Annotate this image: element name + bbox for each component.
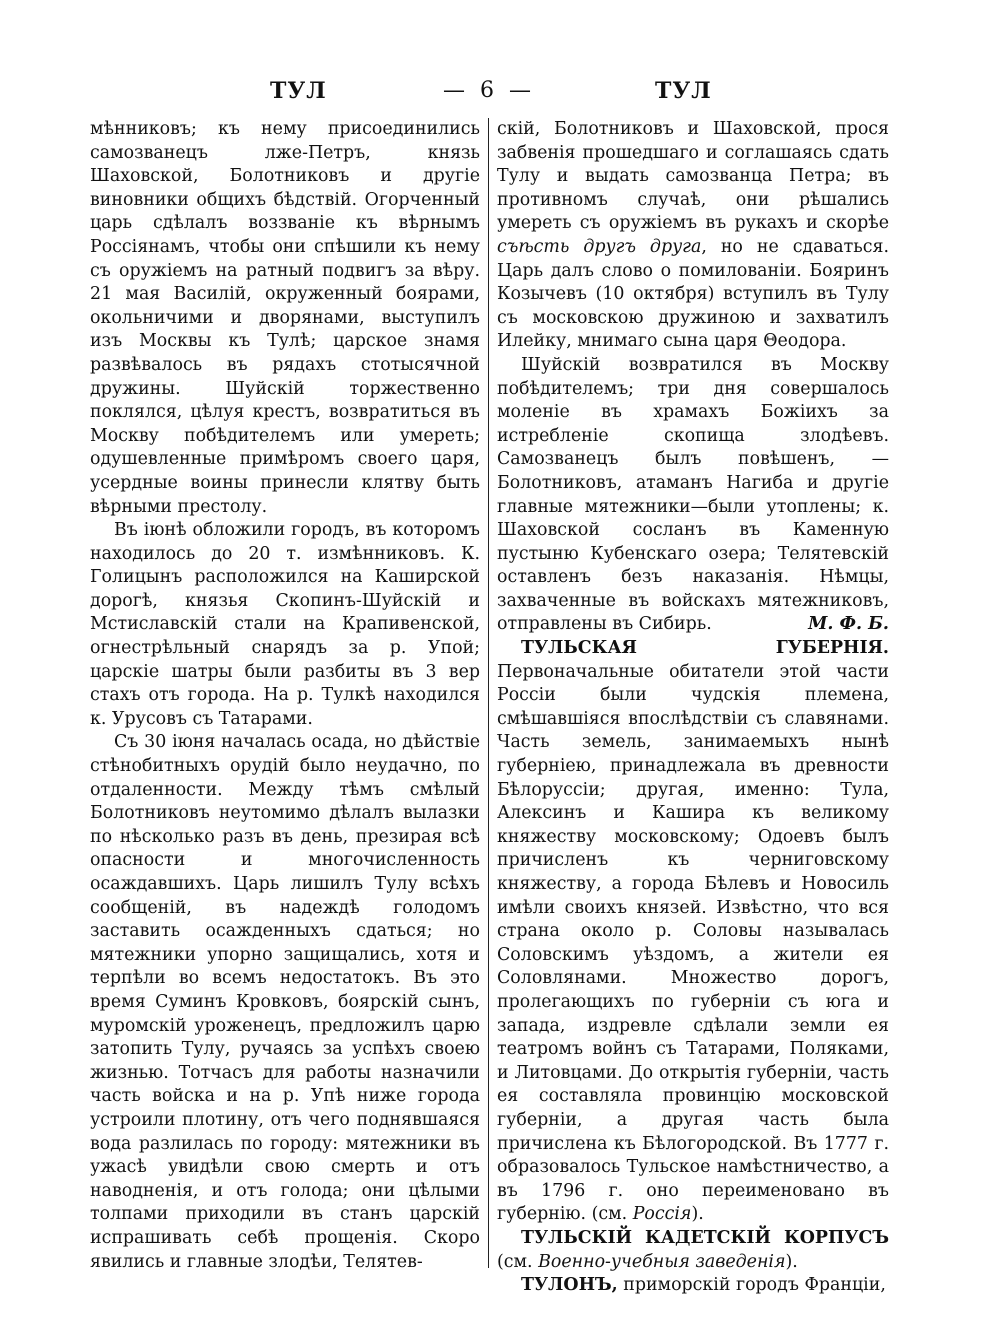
- header-right: ТУЛ: [655, 78, 712, 104]
- entry-toulon: [497, 1274, 889, 1298]
- entry-tula-governorate: [497, 637, 889, 1227]
- return-text: Шуйскій возвратился въ Москву побѣдителемъ; три дня совершалось моленіе въ храмахъ Божіихъ за истребленіе скопища злодѣевъ. Самозванецъ былъ повѣшенъ, — Болотниковъ, атаманъ Нагиба и другіе главные мятежники—были утоплены; к. Шаховской сосланъ въ Каменную пустыню Кубенскаго озера; Телятевскій оставленъ безъ наказанія. Нѣмцы, захваченные въ войскахъ мятежниковъ, отправлены въ Сибирь.: [497, 354, 889, 635]
- crossref-military-schools: Военно-учебныя заведенія: [538, 1251, 786, 1272]
- paragraph-surrender: [497, 118, 889, 354]
- cadet-close: ).: [785, 1251, 798, 1272]
- paragraph-moscow-army: мѣнниковъ; къ нему присоединились самозванецъ лже-Петръ, князь Шаховской, Болотниковъ и другіе виновники общихъ бѣдствій. Огорченный царь сдѣлалъ воззваніе къ вѣрнымъ Россіянамъ, чтобы они спѣшили къ нему съ оружіемъ на ратный подвигъ за вѣру. 21 мая Василій, окруженный боярами, окольничими и дворянами, выступилъ изъ Москвы къ Тулѣ; царское знамя развѣвалось въ рядахъ стотысячной дружины. Шуйскій торжественно поклялся, цѣлуя крестъ, возвратиться въ Москву побѣдителемъ или умереть; одушевленные примѣромъ своего царя, усердные воины принесли клятву быть вѣрными престолу.: [90, 119, 480, 517]
- right-column: [497, 118, 889, 1298]
- left-column: [90, 118, 480, 1274]
- surrender-text: скій, Болотниковъ и Шаховской, прося забвенія прошедшаго и соглашаясь сдать Тулу и выдать самозванца Петра; въ противномъ случаѣ, они рѣшались умереть съ оружіемъ въ рукахъ и скорѣе: [497, 119, 889, 234]
- crossref-russia: Россія: [632, 1204, 692, 1225]
- column-divider: [488, 118, 489, 1268]
- paragraph-siege-positions: Въ іюнѣ обложили городъ, въ которомъ находилось до 20 т. измѣнниковъ. К. Голицынъ расположился на Каширской дорогѣ, князья Скопинъ-Шуйскій и Мстиславскій стали на Крапивенской, огнестрѣльный снарядъ за р. Упой; царскіе шатры были разбиты въ 3 вер стахъ отъ города. На р. Тулкѣ находился к. Урусовъ съ Татарами.: [90, 520, 480, 729]
- entry-title-cadet-corps: ТУЛЬСКІЙ КАДЕТСКІЙ КОРПУСЪ: [521, 1227, 889, 1248]
- cadet-see: (см.: [497, 1251, 533, 1272]
- toulon-text: приморскій городъ Франціи,: [623, 1275, 886, 1296]
- paragraph-siege-flood: Съ 30 іюня началась осада, но дѣйствіе стѣнобитныхъ орудій было неудачно, по отдаленности. Между тѣмъ смѣлый Болотниковъ неутомимо дѣлалъ вылазки по нѣсколько разъ въ день, презирая всѣ опасности и многочисленность осаждавшихъ. Царь лишилъ Тулу всѣхъ сообщеній, въ надеждѣ голодомъ заставить осажденныхъ сдаться; но мятежники упорно защищались, хотя и терпѣли во всемъ недостатокъ. Въ это время Суминъ Кровковъ, боярскій сынъ, муромскій уроженецъ, предложилъ царю затопить Тулу, ручаясь за успѣхъ своею жизнью. Тотчасъ для работы назначили часть войска и на р. Упѣ ниже города устроили плотину, отъ чего поднявшаяся вода разлилась по городу: мятежники въ ужасѣ увидѣли свою смерть и отъ наводненія, и отъ голода; они цѣлыми толпами приходили въ станъ царскій испрашивать себѣ прощенія. Скоро явились и главные злодѣи, Телятев-: [90, 732, 480, 1272]
- entry-title-toulon: ТУЛОНЪ,: [521, 1275, 618, 1296]
- entry-title-governorate: ТУЛЬСКАЯ ГУБЕРНІЯ.: [521, 638, 889, 659]
- entry-cadet-corps: [497, 1227, 889, 1274]
- paragraph-return: [497, 354, 889, 637]
- governorate-text: Первоначальные обитатели этой части Россіи были чудскія племена, смѣшавшіяся впослѣдствіи съ славянами. Часть земель, занимаемыхъ нынѣ губерніею, принадлежала въ древности Бѣлоруссіи; другая, именно: Тула, Алексинъ и Кашира къ великому княжеству московскому; Одоевъ былъ причисленъ къ черниговскому княжеству, а города Бѣлевъ и Новосиль имѣли своихъ князей. Извѣстно, что вся страна около р. Соловы называлась Соловскимъ уѣздомъ, а жители ея Соловлянами. Множество дорогъ, пролегающихъ по губерніи съ юга и запада, издревле сдѣлали земли ея театромъ войнъ съ Татарами, Поляками, и Литовцами. До открытія губерніи, часть ея составляла провинцію московской губерніи, а другая часть была причислена къ Бѣлогородской. Въ 1777 г. образовалось Тульское намѣстничество, а въ 1796 г. оно переименовано въ губернію. (см.: [497, 661, 889, 1225]
- author-signature: М. Ф. Б.: [808, 614, 889, 635]
- governorate-text-end: ).: [691, 1204, 704, 1225]
- page-number: — 6 —: [443, 78, 535, 103]
- surrender-text-rest: , но не сдаваться. Царь далъ слово о помилованіи. Бояринъ Козычевъ (10 октября) вступилъ въ Тулу съ московскою дружиною и захватилъ Илейку, мнимаго сына царя Θеодора.: [497, 236, 889, 352]
- surrender-italic: съѣсть другъ друга: [497, 236, 702, 257]
- header-left: ТУЛ: [270, 78, 327, 104]
